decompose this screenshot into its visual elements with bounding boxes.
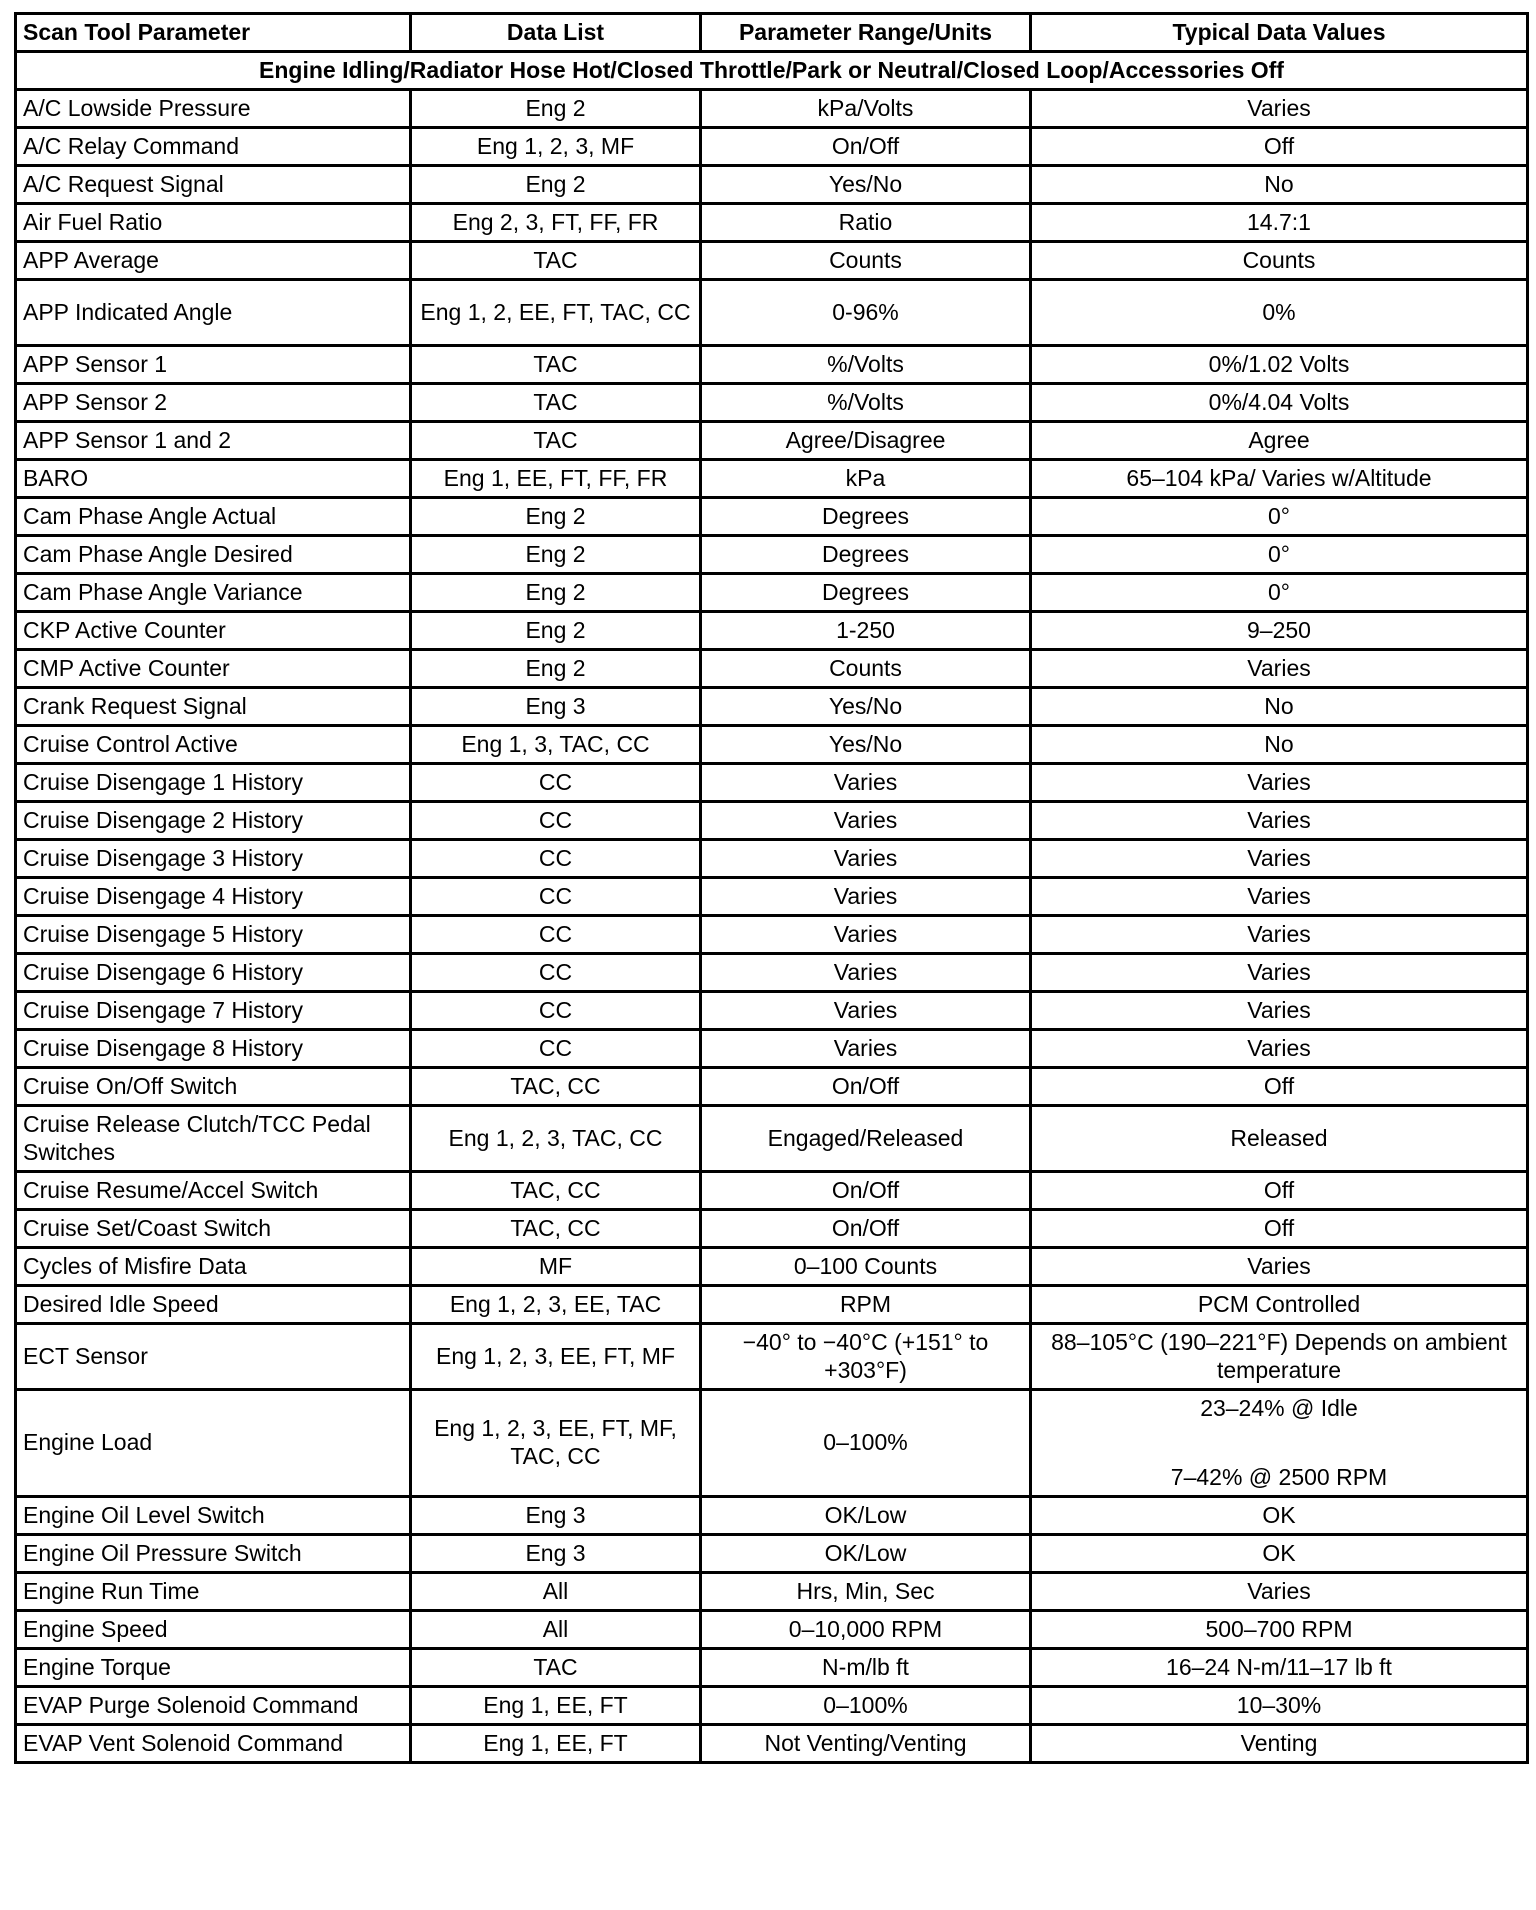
cell-scan-tool-parameter: Cam Phase Angle Actual [16,498,411,536]
cell-parameter-range: Yes/No [701,688,1031,726]
table-row [16,90,1528,128]
cell-scan-tool-parameter: A/C Relay Command [16,128,411,166]
cell-scan-tool-parameter: Cruise Disengage 6 History [16,954,411,992]
table-row [16,992,1528,1030]
cell-typical-value: 65–104 kPa/ Varies w/Altitude [1031,460,1528,498]
cell-scan-tool-parameter: Cruise Control Active [16,726,411,764]
table-row [16,128,1528,166]
cell-typical-value: Varies [1031,764,1528,802]
cell-typical-value: 0%/4.04 Volts [1031,384,1528,422]
scan-tool-data-table [14,12,1529,1764]
cell-parameter-range: kPa [701,460,1031,498]
table-row [16,688,1528,726]
cell-parameter-range: 0-96% [701,280,1031,346]
cell-parameter-range: Varies [701,916,1031,954]
cell-parameter-range: Degrees [701,574,1031,612]
cell-data-list: All [411,1573,701,1611]
table-row [16,764,1528,802]
cell-typical-value: 14.7:1 [1031,204,1528,242]
table-row [16,1611,1528,1649]
header-scan-tool-parameter: Scan Tool Parameter [16,14,411,52]
cell-typical-value: Varies [1031,954,1528,992]
cell-parameter-range: Hrs, Min, Sec [701,1573,1031,1611]
cell-parameter-range: Engaged/Released [701,1106,1031,1172]
cell-scan-tool-parameter: Cruise Resume/Accel Switch [16,1172,411,1210]
cell-typical-value [1031,1390,1528,1497]
cell-scan-tool-parameter: Crank Request Signal [16,688,411,726]
cell-typical-value: PCM Controlled [1031,1286,1528,1324]
cell-parameter-range: Varies [701,802,1031,840]
cell-data-list: Eng 3 [411,1535,701,1573]
cell-data-list: CC [411,878,701,916]
table-row [16,1106,1528,1172]
cell-scan-tool-parameter: APP Average [16,242,411,280]
table-row [16,1573,1528,1611]
cell-data-list: Eng 2 [411,90,701,128]
cell-scan-tool-parameter: EVAP Vent Solenoid Command [16,1725,411,1763]
cell-typical-value: Counts [1031,242,1528,280]
cell-scan-tool-parameter: Cruise Disengage 1 History [16,764,411,802]
cell-parameter-range: Counts [701,242,1031,280]
cell-scan-tool-parameter: A/C Request Signal [16,166,411,204]
cell-scan-tool-parameter: CMP Active Counter [16,650,411,688]
header-data-list: Data List [411,14,701,52]
cell-scan-tool-parameter: APP Indicated Angle [16,280,411,346]
cell-typical-value: Varies [1031,802,1528,840]
cell-scan-tool-parameter: Cam Phase Angle Variance [16,574,411,612]
header-parameter-range-units: Parameter Range/Units [701,14,1031,52]
cell-data-list: Eng 2 [411,650,701,688]
cell-typical-value: 88–105°C (190–221°F) Depends on ambient temperature [1031,1324,1528,1390]
table-row [16,346,1528,384]
table-row [16,498,1528,536]
cell-parameter-range: Varies [701,878,1031,916]
table-row [16,1030,1528,1068]
cell-parameter-range: On/Off [701,1210,1031,1248]
cell-data-list: CC [411,840,701,878]
cell-data-list: MF [411,1248,701,1286]
cell-data-list: Eng 1, EE, FT [411,1725,701,1763]
cell-typical-value: 0° [1031,498,1528,536]
cell-parameter-range: %/Volts [701,384,1031,422]
cell-parameter-range: Not Venting/Venting [701,1725,1031,1763]
table-row [16,1535,1528,1573]
cell-scan-tool-parameter: Air Fuel Ratio [16,204,411,242]
cell-data-list: TAC [411,422,701,460]
cell-typical-value: Agree [1031,422,1528,460]
cell-data-list: Eng 1, 2, 3, MF [411,128,701,166]
cell-parameter-range: Varies [701,1030,1031,1068]
cell-data-list: All [411,1611,701,1649]
table-row [16,460,1528,498]
cell-typical-value: 0° [1031,536,1528,574]
cell-data-list: TAC, CC [411,1172,701,1210]
table-row [16,802,1528,840]
cell-parameter-range: Yes/No [701,726,1031,764]
cell-scan-tool-parameter: Cruise Disengage 2 History [16,802,411,840]
cell-scan-tool-parameter: BARO [16,460,411,498]
cell-data-list: CC [411,954,701,992]
cell-data-list: CC [411,1030,701,1068]
cell-data-list: Eng 2 [411,498,701,536]
cell-typical-value: Varies [1031,840,1528,878]
cell-scan-tool-parameter: Engine Oil Pressure Switch [16,1535,411,1573]
cell-scan-tool-parameter: Engine Load [16,1390,411,1497]
cell-data-list: TAC [411,346,701,384]
cell-scan-tool-parameter: APP Sensor 1 [16,346,411,384]
cell-data-list: Eng 3 [411,688,701,726]
cell-scan-tool-parameter: CKP Active Counter [16,612,411,650]
scan-tool-data-table-page [14,12,1526,1764]
table-row [16,1324,1528,1390]
cell-scan-tool-parameter: Cruise Disengage 5 History [16,916,411,954]
cell-scan-tool-parameter: APP Sensor 2 [16,384,411,422]
cell-scan-tool-parameter: Engine Oil Level Switch [16,1497,411,1535]
cell-typical-value: OK [1031,1497,1528,1535]
cell-scan-tool-parameter: Cruise On/Off Switch [16,1068,411,1106]
cell-data-list: Eng 3 [411,1497,701,1535]
table-row [16,422,1528,460]
header-row [16,14,1528,52]
table-row [16,726,1528,764]
cell-parameter-range: Agree/Disagree [701,422,1031,460]
cell-scan-tool-parameter: Engine Torque [16,1649,411,1687]
cell-parameter-range: −40° to −40°C (+151° to +303°F) [701,1324,1031,1390]
cell-data-list: Eng 2 [411,536,701,574]
cell-typical-value: Varies [1031,992,1528,1030]
cell-typical-value: 9–250 [1031,612,1528,650]
cell-data-list: Eng 2, 3, FT, FF, FR [411,204,701,242]
cell-data-list: Eng 2 [411,612,701,650]
cell-typical-value: 0% [1031,280,1528,346]
cell-typical-value: No [1031,688,1528,726]
cell-scan-tool-parameter: Desired Idle Speed [16,1286,411,1324]
cell-scan-tool-parameter: Cam Phase Angle Desired [16,536,411,574]
cell-parameter-range: 0–100 Counts [701,1248,1031,1286]
cell-data-list: CC [411,992,701,1030]
cell-parameter-range: Varies [701,840,1031,878]
cell-typical-value: Released [1031,1106,1528,1172]
cell-parameter-range: Yes/No [701,166,1031,204]
cell-parameter-range: kPa/Volts [701,90,1031,128]
cell-typical-value-line: 7–42% @ 2500 RPM [1170,1463,1388,1490]
cell-typical-value: 16–24 N-m/11–17 lb ft [1031,1649,1528,1687]
cell-data-list: TAC [411,1649,701,1687]
cell-data-list: Eng 1, 2, EE, FT, TAC, CC [411,280,701,346]
header-typical-data-values: Typical Data Values [1031,14,1528,52]
cell-data-list: Eng 1, 2, 3, EE, FT, MF, TAC, CC [411,1390,701,1497]
cell-scan-tool-parameter: Cruise Disengage 3 History [16,840,411,878]
table-row [16,280,1528,346]
cell-parameter-range: N-m/lb ft [701,1649,1031,1687]
cell-data-list: CC [411,916,701,954]
cell-scan-tool-parameter: Engine Speed [16,1611,411,1649]
table-row [16,612,1528,650]
table-row [16,954,1528,992]
cell-parameter-range: %/Volts [701,346,1031,384]
table-row [16,1687,1528,1725]
cell-scan-tool-parameter: APP Sensor 1 and 2 [16,422,411,460]
cell-typical-value: Varies [1031,878,1528,916]
operating-condition: Engine Idling/Radiator Hose Hot/Closed Throttle/Park or Neutral/Closed Loop/Accessories Off [16,52,1528,90]
table-row [16,574,1528,612]
table-row [16,166,1528,204]
cell-scan-tool-parameter: Cruise Set/Coast Switch [16,1210,411,1248]
cell-scan-tool-parameter: ECT Sensor [16,1324,411,1390]
table-row [16,1248,1528,1286]
cell-typical-value: Varies [1031,1248,1528,1286]
cell-typical-value: 500–700 RPM [1031,1611,1528,1649]
cell-data-list: TAC, CC [411,1210,701,1248]
cell-scan-tool-parameter: Cruise Release Clutch/TCC Pedal Switches [16,1106,411,1172]
cell-typical-value: Off [1031,1068,1528,1106]
cell-data-list: Eng 1, EE, FT [411,1687,701,1725]
table-row [16,384,1528,422]
cell-data-list: CC [411,764,701,802]
cell-parameter-range: On/Off [701,128,1031,166]
table-row [16,1390,1528,1497]
cell-parameter-range: Varies [701,764,1031,802]
cell-typical-value: 0° [1031,574,1528,612]
cell-scan-tool-parameter: Cruise Disengage 8 History [16,1030,411,1068]
cell-scan-tool-parameter: Engine Run Time [16,1573,411,1611]
cell-parameter-range: Varies [701,954,1031,992]
table-row [16,650,1528,688]
cell-parameter-range: 0–10,000 RPM [701,1611,1031,1649]
cell-parameter-range: On/Off [701,1172,1031,1210]
cell-data-list: Eng 1, EE, FT, FF, FR [411,460,701,498]
table-row [16,1172,1528,1210]
cell-data-list: TAC, CC [411,1068,701,1106]
cell-data-list: TAC [411,242,701,280]
cell-parameter-range: Ratio [701,204,1031,242]
cell-typical-value: 10–30% [1031,1687,1528,1725]
cell-scan-tool-parameter: A/C Lowside Pressure [16,90,411,128]
condition-row [16,52,1528,90]
cell-parameter-range: Degrees [701,536,1031,574]
cell-typical-value: Off [1031,1172,1528,1210]
line-spacer [1038,1423,1520,1464]
cell-typical-value: Off [1031,1210,1528,1248]
cell-data-list: Eng 1, 3, TAC, CC [411,726,701,764]
table-row [16,840,1528,878]
cell-typical-value: Off [1031,128,1528,166]
cell-typical-value: No [1031,726,1528,764]
cell-parameter-range: 0–100% [701,1687,1031,1725]
cell-scan-tool-parameter: Cruise Disengage 4 History [16,878,411,916]
cell-data-list: TAC [411,384,701,422]
cell-typical-value: 0%/1.02 Volts [1031,346,1528,384]
cell-parameter-range: OK/Low [701,1535,1031,1573]
cell-typical-value: OK [1031,1535,1528,1573]
cell-parameter-range: 1-250 [701,612,1031,650]
cell-scan-tool-parameter: Cycles of Misfire Data [16,1248,411,1286]
cell-typical-value: Varies [1031,1573,1528,1611]
table-row [16,1286,1528,1324]
cell-parameter-range: Degrees [701,498,1031,536]
table-row [16,204,1528,242]
cell-parameter-range: RPM [701,1286,1031,1324]
cell-typical-value: Varies [1031,650,1528,688]
cell-data-list: Eng 2 [411,166,701,204]
cell-scan-tool-parameter: EVAP Purge Solenoid Command [16,1687,411,1725]
cell-typical-value: Venting [1031,1725,1528,1763]
cell-data-list: Eng 1, 2, 3, TAC, CC [411,1106,701,1172]
table-row [16,1725,1528,1763]
cell-data-list: CC [411,802,701,840]
cell-typical-value: No [1031,166,1528,204]
cell-typical-value-line: 23–24% @ Idle [1200,1394,1358,1421]
cell-data-list: Eng 2 [411,574,701,612]
cell-typical-value: Varies [1031,916,1528,954]
table-row [16,1497,1528,1535]
cell-parameter-range: OK/Low [701,1497,1031,1535]
cell-data-list: Eng 1, 2, 3, EE, TAC [411,1286,701,1324]
cell-scan-tool-parameter: Cruise Disengage 7 History [16,992,411,1030]
table-row [16,878,1528,916]
table-row [16,1649,1528,1687]
cell-parameter-range: On/Off [701,1068,1031,1106]
cell-parameter-range: Counts [701,650,1031,688]
table-row [16,242,1528,280]
table-row [16,1068,1528,1106]
table-row [16,536,1528,574]
cell-typical-value: Varies [1031,1030,1528,1068]
table-row [16,1210,1528,1248]
cell-parameter-range: 0–100% [701,1390,1031,1497]
cell-data-list: Eng 1, 2, 3, EE, FT, MF [411,1324,701,1390]
cell-parameter-range: Varies [701,992,1031,1030]
table-row [16,916,1528,954]
cell-typical-value: Varies [1031,90,1528,128]
